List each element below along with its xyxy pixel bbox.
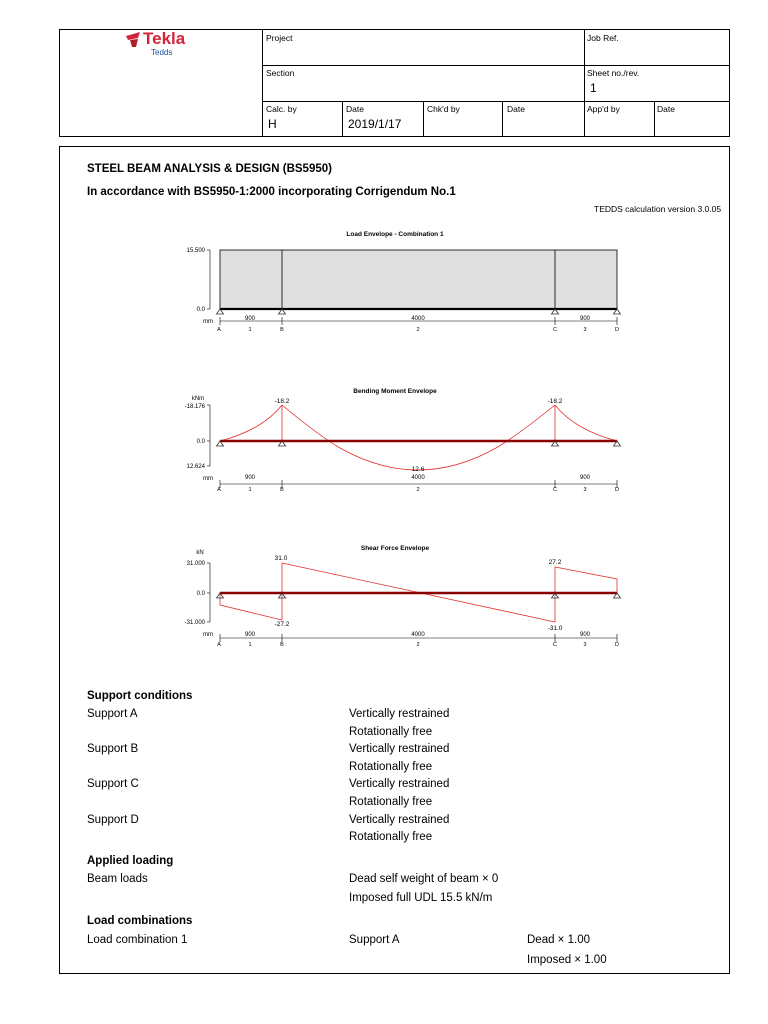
shear-sup-a: A (217, 642, 221, 648)
moment-axis-unit: mm (203, 476, 213, 482)
moment-sup-b: B (280, 487, 284, 493)
moment-spanno-1: 1 (248, 487, 252, 493)
date2-label: Date (507, 104, 525, 114)
moment-span-2: 4000 (411, 475, 425, 481)
shear-axis (0, 620, 768, 650)
support-c-rotation: Rotationally free (349, 796, 433, 808)
load-spanno-3: 3 (583, 327, 587, 333)
moment-ybottom: 12.624 (186, 464, 205, 470)
load-span-1: 900 (244, 316, 256, 322)
shear-spanno-2: 2 (416, 642, 420, 648)
load-combination-support: Support A (349, 934, 400, 946)
support-b-rotation: Rotationally free (349, 761, 433, 773)
moment-unit: kNm (191, 396, 205, 402)
date-label: Date (346, 104, 364, 114)
doc-version: TEDDS calculation version 3.0.05 (594, 204, 722, 214)
load-span-3: 900 (579, 316, 591, 322)
load-sup-b: B (280, 327, 284, 333)
sheet-label: Sheet no./rev. (587, 68, 640, 78)
shear-zero: 0.0 (196, 591, 205, 597)
support-a-rotation: Rotationally free (349, 726, 433, 738)
support-b-name: Support B (87, 743, 139, 755)
load-sup-d: D (615, 327, 619, 333)
moment-spanno-2: 2 (416, 487, 420, 493)
appd-label: App'd by (587, 104, 620, 114)
load-spanno-2: 2 (416, 327, 420, 333)
support-a-vertical: Vertically restrained (349, 708, 450, 720)
support-b-vertical: Vertically restrained (349, 743, 450, 755)
date3-label: Date (657, 104, 675, 114)
chkd-label: Chk'd by (427, 104, 460, 114)
load-combination-name: Load combination 1 (87, 934, 188, 946)
support-d-rotation: Rotationally free (349, 831, 433, 843)
support-c-vertical: Vertically restrained (349, 778, 450, 790)
moment-label-b: -18.2 (274, 398, 290, 405)
shear-label-c-top: 27.2 (548, 559, 562, 566)
moment-span-1: 900 (244, 475, 256, 481)
load-ymax: 15.500 (186, 248, 205, 254)
shear-label-b-top: 31.0 (274, 555, 288, 562)
logo-sub: Tedds (151, 48, 173, 57)
moment-spanno-3: 3 (583, 487, 587, 493)
support-a-name: Support A (87, 708, 138, 720)
shear-span-3: 900 (579, 632, 591, 638)
shear-sup-b: B (280, 642, 284, 648)
shear-unit: kN (196, 550, 204, 556)
moment-zero: 0.0 (196, 439, 205, 445)
load-title: Load Envelope - Combination 1 (346, 231, 444, 238)
sheet-value: 1 (590, 81, 597, 95)
shear-ytop: 31.000 (186, 561, 205, 567)
shear-envelope (185, 545, 621, 632)
shear-spanno-3: 3 (583, 642, 587, 648)
load-combination-imposed: Imposed × 1.00 (527, 954, 607, 966)
load-combinations-heading: Load combinations (87, 915, 193, 927)
moment-ytop: -18.176 (184, 404, 205, 410)
load-sup-a: A (217, 327, 221, 333)
support-d-vertical: Vertically restrained (349, 814, 450, 826)
doc-title: STEEL BEAM ANALYSIS & DESIGN (BS5950) (87, 163, 332, 175)
moment-label-mid: 12.6 (411, 466, 425, 473)
beam-loads-name: Beam loads (87, 873, 148, 885)
load-unit: mm (203, 319, 213, 325)
project-label: Project (266, 33, 293, 43)
jobref-label: Job Ref. (587, 33, 619, 43)
section-label: Section (266, 68, 295, 78)
imposed-load-line: Imposed full UDL 15.5 kN/m (349, 892, 493, 904)
moment-curve-span2 (282, 405, 555, 470)
support-conditions-heading: Support conditions (87, 690, 193, 702)
load-envelope (187, 231, 621, 333)
shear-span-2: 4000 (411, 632, 425, 638)
load-area (220, 250, 617, 309)
shear-ybottom: -31.000 (184, 620, 205, 626)
calcby-value: H (268, 117, 277, 131)
applied-loading-heading: Applied loading (87, 855, 174, 867)
shear-spanno-1: 1 (248, 642, 252, 648)
load-zero: 0.0 (196, 307, 205, 313)
moment-title: Bending Moment Envelope (353, 388, 437, 395)
moment-sup-c: C (553, 487, 557, 493)
load-sup-c: C (553, 327, 557, 333)
dead-load-line: Dead self weight of beam × 0 (349, 873, 499, 885)
shear-span-1: 900 (244, 632, 256, 638)
shear-sup-c: C (553, 642, 557, 648)
shear-axis-unit: mm (203, 632, 213, 638)
logo-brand: Tekla (143, 29, 186, 48)
doc-subtitle: In accordance with BS5950-1:2000 incorporating Corrigendum No.1 (87, 186, 456, 198)
support-d-name: Support D (87, 814, 139, 826)
shear-label-b-bot: -27.2 (274, 621, 290, 628)
moment-label-c: -18.2 (547, 398, 563, 405)
shear-sup-d: D (615, 642, 619, 648)
moment-span-3: 900 (579, 475, 591, 481)
calcby-label: Calc. by (266, 104, 297, 114)
load-spanno-1: 1 (248, 327, 252, 333)
shear-title: Shear Force Envelope (360, 545, 430, 552)
moment-sup-d: D (615, 487, 619, 493)
support-c-name: Support C (87, 778, 139, 790)
load-combination-dead: Dead × 1.00 (527, 934, 590, 946)
shear-label-c-bot: -31.0 (547, 625, 563, 632)
moment-sup-a: A (217, 487, 221, 493)
moment-envelope (185, 388, 621, 493)
date-value: 2019/1/17 (348, 117, 402, 131)
moment-curve-span1 (220, 405, 282, 441)
load-span-2: 4000 (411, 316, 425, 322)
moment-curve-span3 (555, 405, 617, 441)
